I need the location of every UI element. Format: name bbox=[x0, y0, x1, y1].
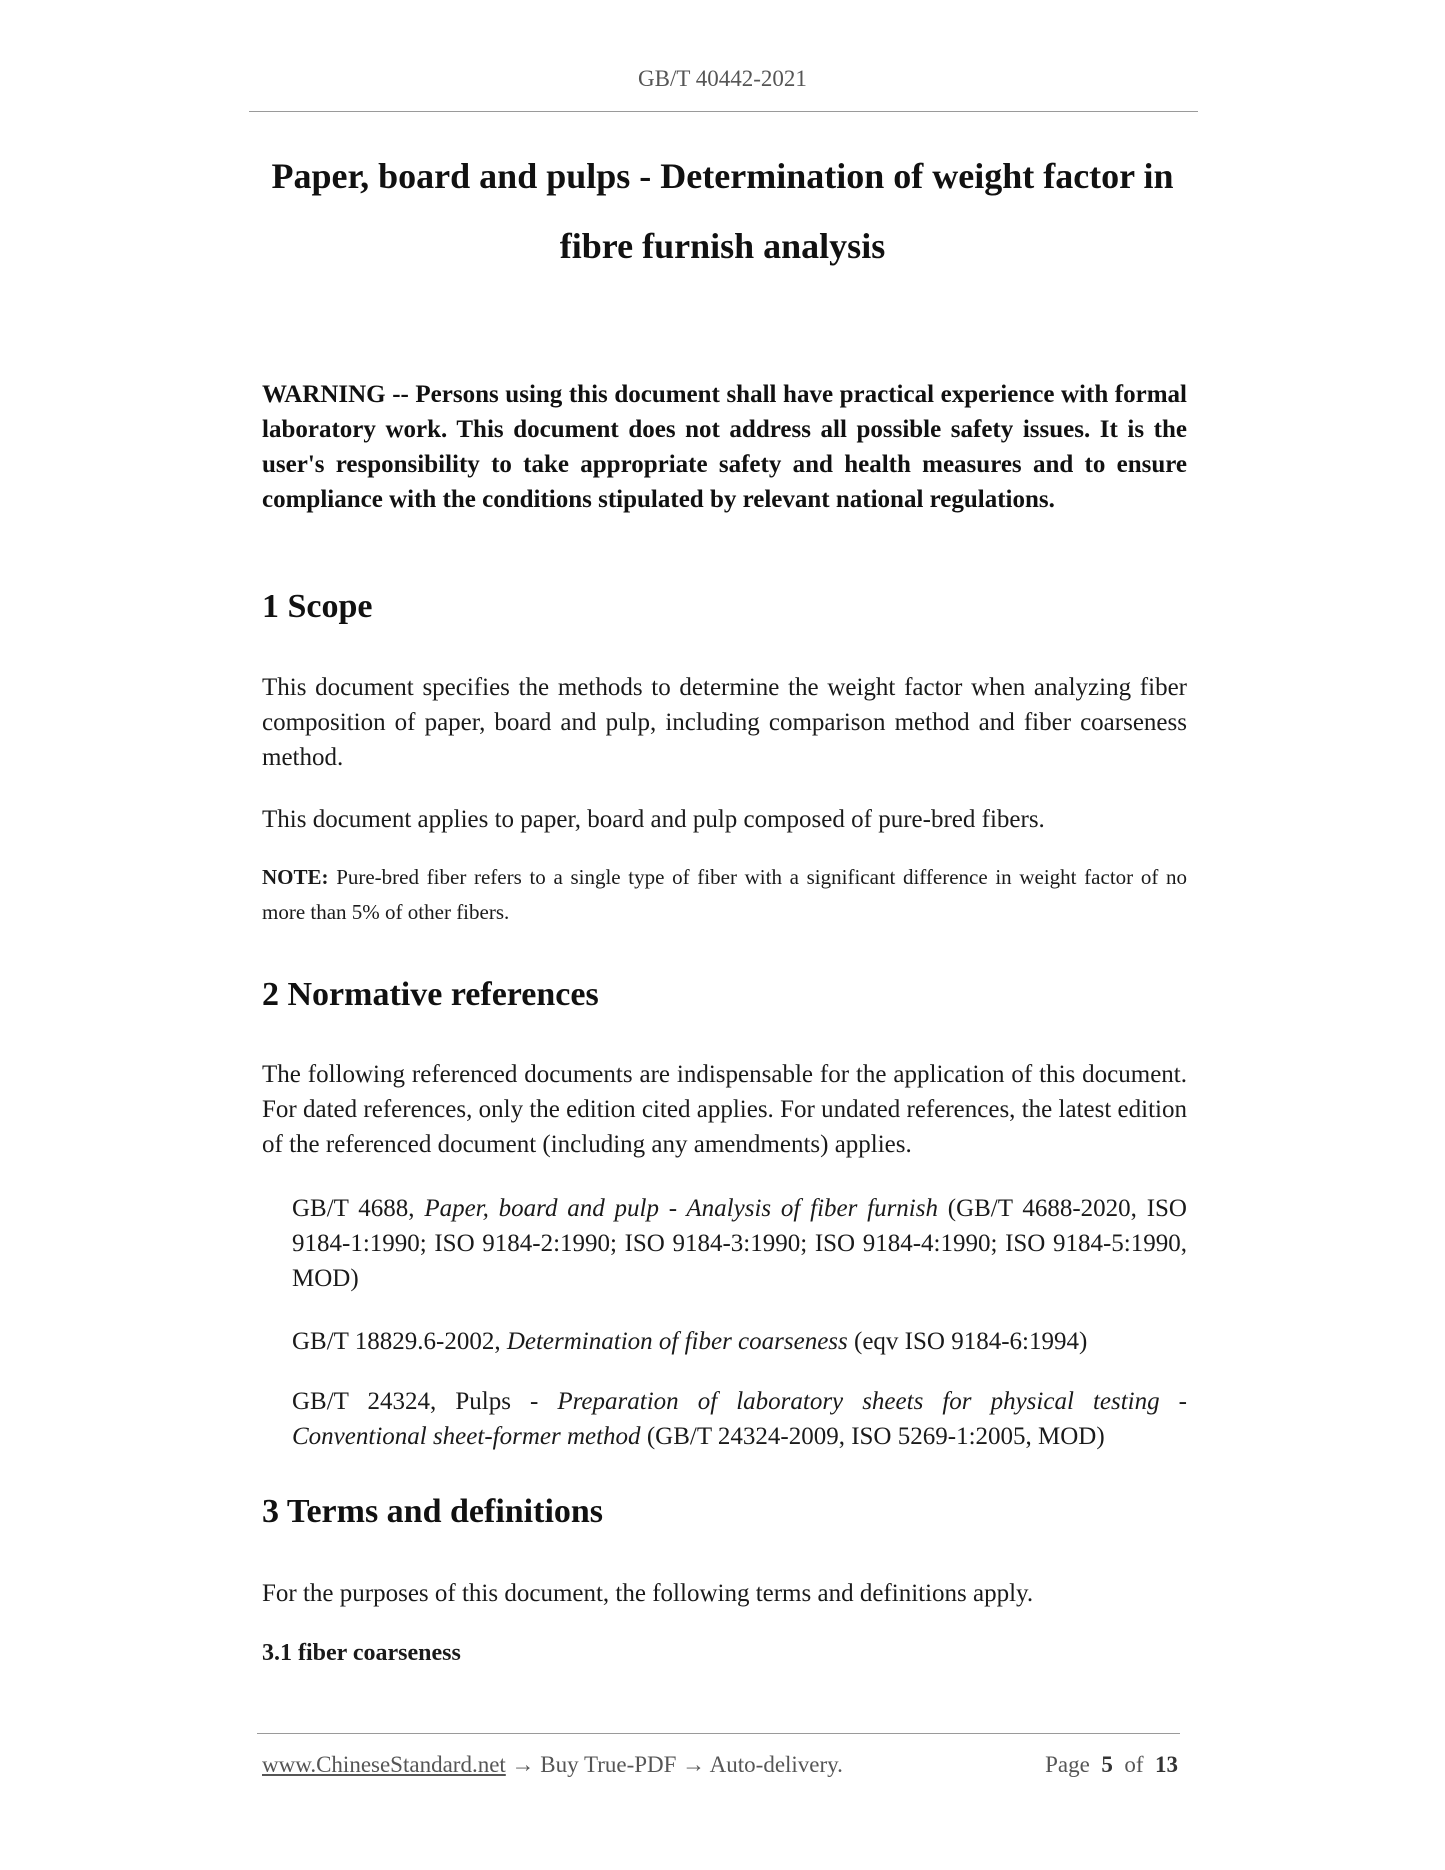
reference-code: GB/T 4688, bbox=[292, 1195, 425, 1222]
terms-intro: For the purposes of this document, the following terms and definitions apply. bbox=[262, 1580, 1034, 1607]
footer-promo bbox=[262, 1752, 843, 1778]
page-current: 5 bbox=[1101, 1752, 1113, 1777]
section-1-heading: 1 Scope bbox=[262, 588, 373, 625]
note-label: NOTE: bbox=[262, 865, 329, 889]
scope-note bbox=[262, 860, 1187, 930]
section-2-heading: 2 Normative references bbox=[262, 976, 599, 1013]
website-link[interactable]: www.ChineseStandard.net bbox=[262, 1752, 506, 1777]
reference-item bbox=[292, 1191, 1187, 1296]
reference-title: Determination of fiber coarseness bbox=[506, 1328, 848, 1355]
reference-item bbox=[292, 1384, 1187, 1454]
scope-paragraph-2: This document applies to paper, board and pulp composed of pure-bred fibers. bbox=[262, 806, 1045, 833]
reference-code: GB/T 24324, Pulps - bbox=[292, 1388, 558, 1415]
references-intro: The following referenced documents are indispensable for the application of this document. For dated references, only the edition cited applies. For undated references, the latest edition of the referenced document (including any amendments) applies. bbox=[262, 1061, 1187, 1158]
section-3-heading: 3 Terms and definitions bbox=[262, 1493, 604, 1530]
page-indicator bbox=[1045, 1752, 1178, 1778]
reference-title: Preparation of laboratory sheets for physical testing - Conventional sheet-former method bbox=[292, 1388, 1187, 1450]
term-3-1: 3.1 fiber coarseness bbox=[262, 1640, 461, 1666]
reference-code: GB/T 18829.6-2002, bbox=[292, 1328, 507, 1355]
header-divider bbox=[249, 111, 1198, 112]
page-total: 13 bbox=[1155, 1752, 1178, 1777]
footer-promo-text: → Buy True-PDF → Auto-delivery. bbox=[505, 1752, 843, 1777]
reference-tail: (GB/T 4688-2020, ISO 9184-1:1990; ISO 9184-2:1990; ISO 9184-3:1990; ISO 9184-4:1990; ISO 9184-5:1990, MOD) bbox=[292, 1195, 1187, 1292]
reference-tail: (eqv ISO 9184-6:1994) bbox=[847, 1328, 1088, 1355]
page-of: of bbox=[1124, 1752, 1144, 1777]
page-label: Page bbox=[1045, 1752, 1090, 1777]
warning-paragraph: WARNING -- Persons using this document shall have practical experience with formal laboratory work. This document does not address all possible safety issues. It is the user's responsibility to take appropriate safety and health measures and to ensure compliance with the conditions stipulated by relevant national regulations. bbox=[262, 381, 1187, 513]
reference-item bbox=[292, 1324, 1187, 1359]
document-title-line-2: fibre furnish analysis bbox=[559, 226, 886, 266]
note-text: Pure-bred fiber refers to a single type of fiber with a significant difference in weight factor of no more than 5% of other fibers. bbox=[262, 865, 1187, 924]
reference-title: Paper, board and pulp - Analysis of fiber furnish bbox=[424, 1195, 938, 1222]
reference-tail: (GB/T 24324-2009, ISO 5269-1:2005, MOD) bbox=[640, 1423, 1105, 1450]
header-standard-code: GB/T 40442-2021 bbox=[638, 66, 807, 91]
document-title-line-1: Paper, board and pulps - Determination of weight factor in bbox=[271, 156, 1174, 196]
footer-divider bbox=[257, 1733, 1180, 1734]
scope-paragraph-1: This document specifies the methods to determine the weight factor when analyzing fiber composition of paper, board and pulp, including comparison method and fiber coarseness method. bbox=[262, 674, 1187, 771]
